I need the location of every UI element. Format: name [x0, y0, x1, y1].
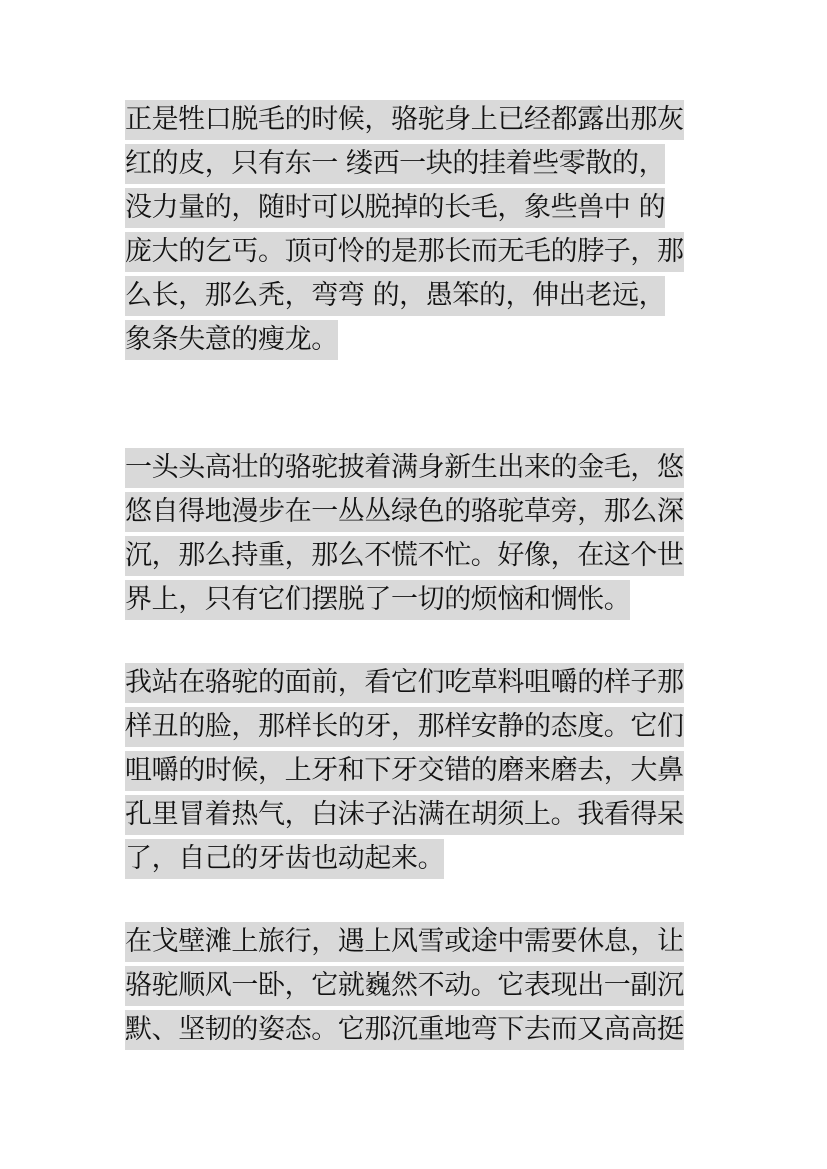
text-line	[125, 276, 705, 316]
highlighted-text: 我站在骆驼的面前，看它们吃草料咀嚼的样子那	[125, 663, 684, 703]
text-line	[125, 663, 705, 703]
text-line	[125, 492, 705, 532]
highlighted-text: 象条失意的瘦龙。	[125, 320, 338, 360]
highlighted-text: 红的皮，只有东一 缕西一块的挂着些零散的，	[125, 144, 665, 184]
paragraph-gobi-travel	[125, 922, 705, 1054]
text-line	[125, 707, 705, 747]
text-line	[125, 144, 705, 184]
text-line	[125, 320, 705, 360]
highlighted-text: 悠自得地漫步在一丛丛绿色的骆驼草旁，那么深	[125, 492, 684, 532]
highlighted-text: 默、坚韧的姿态。它那沉重地弯下去而又高高挺	[125, 1010, 684, 1050]
highlighted-text: 样丑的脸，那样长的牙，那样安静的态度。它们	[125, 707, 684, 747]
highlighted-text: 孔里冒着热气，白沫子沾满在胡须上。我看得呆	[125, 795, 684, 835]
highlighted-text: 骆驼顺风一卧，它就巍然不动。它表现出一副沉	[125, 966, 684, 1006]
highlighted-text: 咀嚼的时候，上牙和下牙交错的磨来磨去，大鼻	[125, 751, 684, 791]
highlighted-text: 庞大的乞丐。顶可怜的是那长而无毛的脖子，那	[125, 232, 684, 272]
paragraph-camel-chewing	[125, 663, 705, 883]
text-line	[125, 100, 705, 140]
highlighted-text: 一头头高壮的骆驼披着满身新生出来的金毛，悠	[125, 448, 684, 488]
highlighted-text: 沉，那么持重，那么不慌不忙。好像，在这个世	[125, 536, 684, 576]
text-line	[125, 751, 705, 791]
highlighted-text: 正是牲口脱毛的时候，骆驼身上已经都露出那灰	[125, 100, 684, 140]
text-line	[125, 922, 705, 962]
text-line	[125, 188, 705, 228]
text-line	[125, 232, 705, 272]
text-line	[125, 839, 705, 879]
highlighted-text: 在戈壁滩上旅行，遇上风雪或途中需要休息，让	[125, 922, 684, 962]
text-line	[125, 966, 705, 1006]
text-line	[125, 448, 705, 488]
text-line	[125, 1010, 705, 1050]
highlighted-text: 了，自己的牙齿也动起来。	[125, 839, 444, 879]
text-line	[125, 536, 705, 576]
text-line	[125, 580, 705, 620]
highlighted-text: 么长，那么秃，弯弯 的，愚笨的，伸出老远，	[125, 276, 665, 316]
highlighted-text: 界上，只有它们摆脱了一切的烦恼和惆怅。	[125, 580, 630, 620]
paragraph-camel-golden-fur	[125, 448, 705, 624]
paragraph-camel-molting	[125, 100, 705, 364]
text-line	[125, 795, 705, 835]
highlighted-text: 没力量的，随时可以脱掉的长毛，象些兽中 的	[125, 188, 665, 228]
